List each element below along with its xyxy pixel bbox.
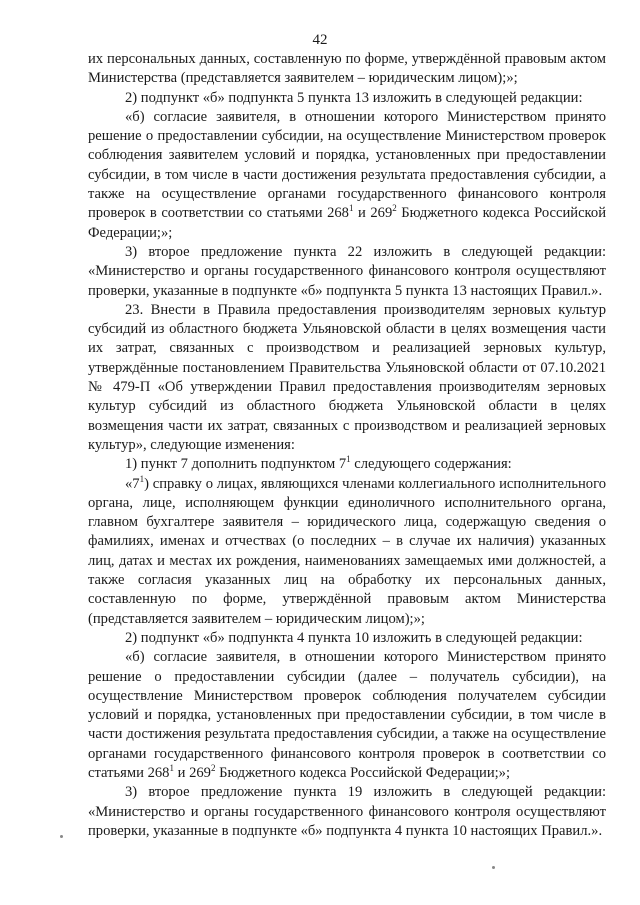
paragraph — [88, 455, 606, 474]
paragraph-text: «б) согласие заявителя, в отношении которого Министерством принято решение о предоставлении субсидии, на осуществление Министерством проверок соблюдения заявителем условий и порядка, установленных при предоставлении субсидии, в том числе в части достижения результата предоставления субсидии, а также на осуществление органами государственного финансового контроля проверок в соответствии со статьями 268 — [88, 108, 606, 222]
scan-speck — [492, 866, 495, 869]
page-number: 42 — [312, 32, 328, 48]
paragraph-text: следующего содержания: — [350, 456, 512, 473]
paragraph-text: «б) согласие заявителя, в отношении которого Министерством принято решение о предоставлении субсидии (далее – получатель субсидии), на осуществление Министерством проверок соблюдения получателем субсидии условий и порядка, установленных при предоставлении субсидии, в том числе в части достижения результата предоставления субсидии, а также на осуществление органами государственного финансового контроля проверок в соответствии со статьями 268 — [88, 649, 606, 781]
paragraph-text: Бюджетного кодекса Российской Федерации;»; — [215, 764, 511, 781]
superscript: 1 — [348, 203, 354, 214]
paragraph: 2) подпункт «б» подпункта 4 пункта 10 изложить в следующей редакции: — [125, 629, 583, 646]
superscript: 1 — [346, 454, 351, 465]
paragraph-text: и 269 — [173, 764, 211, 781]
paragraph: 3) второе предложение пункта 22 изложить в следующей редакции: «Министерство и органы государственного финансового контроля осуществляют проверки, указанные в подпункте «б» подпункта 5 пункта 13 настоящих Правил.». — [88, 243, 606, 299]
superscript: 2 — [392, 203, 397, 214]
superscript: 1 — [169, 762, 174, 773]
paragraph-text: Бюджетного кодекса Российской Федерации;»; — [88, 205, 607, 241]
superscript: 1 — [139, 473, 145, 484]
document-body — [88, 50, 606, 841]
paragraph-text: 1) пункт 7 дополнить подпунктом 7 — [125, 456, 347, 473]
paragraph: их персональных данных, составленную по форме, утверждённой правовым актом Министерства (представляется заявителем – юридическим лицом);»; — [88, 51, 606, 87]
paragraph: 3) второе предложение пункта 19 изложить в следующей редакции: «Министерство и органы государственного финансового контроля осуществляют проверки, указанные в подпункте «б» подпункта 4 пункта 10 настоящих Правил.». — [88, 784, 606, 839]
paragraph-text: ) справку о лицах, являющихся членами коллегиального исполнительного органа, лице, исполняющем функции единоличного исполнительного органа, главном бухгалтере заявителя – юридического лица, содержащую сведения о фамилиях, именах и отчествах (о последних – в случае их наличия) указанных лиц, датах и местах их рождения, наименованиях замещаемых ими должностей, а также согласия указанных лиц на обработку их персональных данных, составленную по форме, утверждённой правовым актом Министерства (представляется заявителем – юридическим лицом);»; — [88, 475, 606, 627]
paragraph — [88, 648, 606, 783]
paragraph: 23. Внести в Правила предоставления производителям зерновых культур субсидий из областного бюджета Ульяновской области в целях возмещения части их затрат, связанных с производством и реализацией зерновых культур, утверждённые постановлением Правительства Ульяновской области от 07.10.2021 № 479-П «Об утверждении Правил предоставления производителям зерновых культур субсидий из областного бюджета Ульяновской области в целях возмещения части их затрат, связанных с производством и реализацией зерновых культур», следующие изменения: — [88, 301, 606, 453]
paragraph-text: и 269 — [353, 205, 393, 222]
paragraph-text: «7 — [125, 475, 140, 492]
paragraph — [88, 475, 606, 629]
paragraph — [88, 108, 606, 243]
superscript: 2 — [210, 762, 216, 773]
scan-speck — [60, 835, 63, 838]
paragraph: 2) подпункт «б» подпункта 5 пункта 13 изложить в следующей редакции: — [125, 89, 583, 106]
